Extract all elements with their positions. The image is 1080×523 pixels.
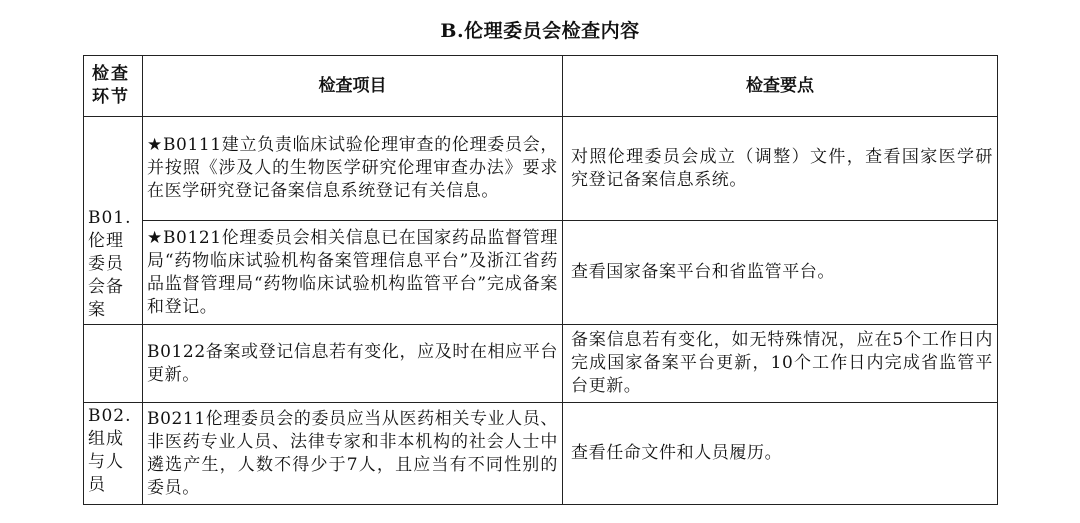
inspection-table xyxy=(83,55,998,505)
table-row xyxy=(84,221,998,325)
point-cell: 对照伦理委员会成立（调整）文件，查看国家医学研究登记备案信息系统。 xyxy=(563,117,998,221)
table-row xyxy=(84,325,998,403)
point-cell: 查看国家备案平台和省监管平台。 xyxy=(563,221,998,325)
point-cell: 备案信息若有变化，如无特殊情况，应在5个工作日内完成国家备案平台更新，10个工作日内完成省监管平台更新。 xyxy=(563,325,998,403)
item-cell: ★B0111建立负责临床试验伦理审查的伦理委员会，并按照《涉及人的生物医学研究伦理审查办法》要求在医学研究登记备案信息系统登记有关信息。 xyxy=(143,117,563,221)
stage-cell-b02: B02.组成与人员 xyxy=(84,403,143,505)
header-item: 检查项目 xyxy=(143,56,563,117)
stage-cell-empty xyxy=(84,325,143,403)
header-point: 检查要点 xyxy=(563,56,998,117)
header-stage: 检查环节 xyxy=(84,56,143,117)
stage-cell-b01: B01.伦理委员会备案 xyxy=(84,117,143,325)
table-row xyxy=(84,117,998,221)
item-cell: ★B0121伦理委员会相关信息已在国家药品监督管理局“药物临床试验机构备案管理信息平台”及浙江省药品监督管理局“药物临床试验机构监管平台”完成备案和登记。 xyxy=(143,221,563,325)
document-title: B.伦理委员会检查内容 xyxy=(440,20,640,42)
item-cell: B0211伦理委员会的委员应当从医药相关专业人员、非医药专业人员、法律专家和非本机构的社会人士中遴选产生，人数不得少于7人，且应当有不同性别的委员。 xyxy=(143,403,563,505)
table-row xyxy=(84,403,998,505)
point-cell: 查看任命文件和人员履历。 xyxy=(563,403,998,505)
item-cell: B0122备案或登记信息若有变化，应及时在相应平台更新。 xyxy=(143,325,563,403)
table-header-row xyxy=(84,56,998,117)
